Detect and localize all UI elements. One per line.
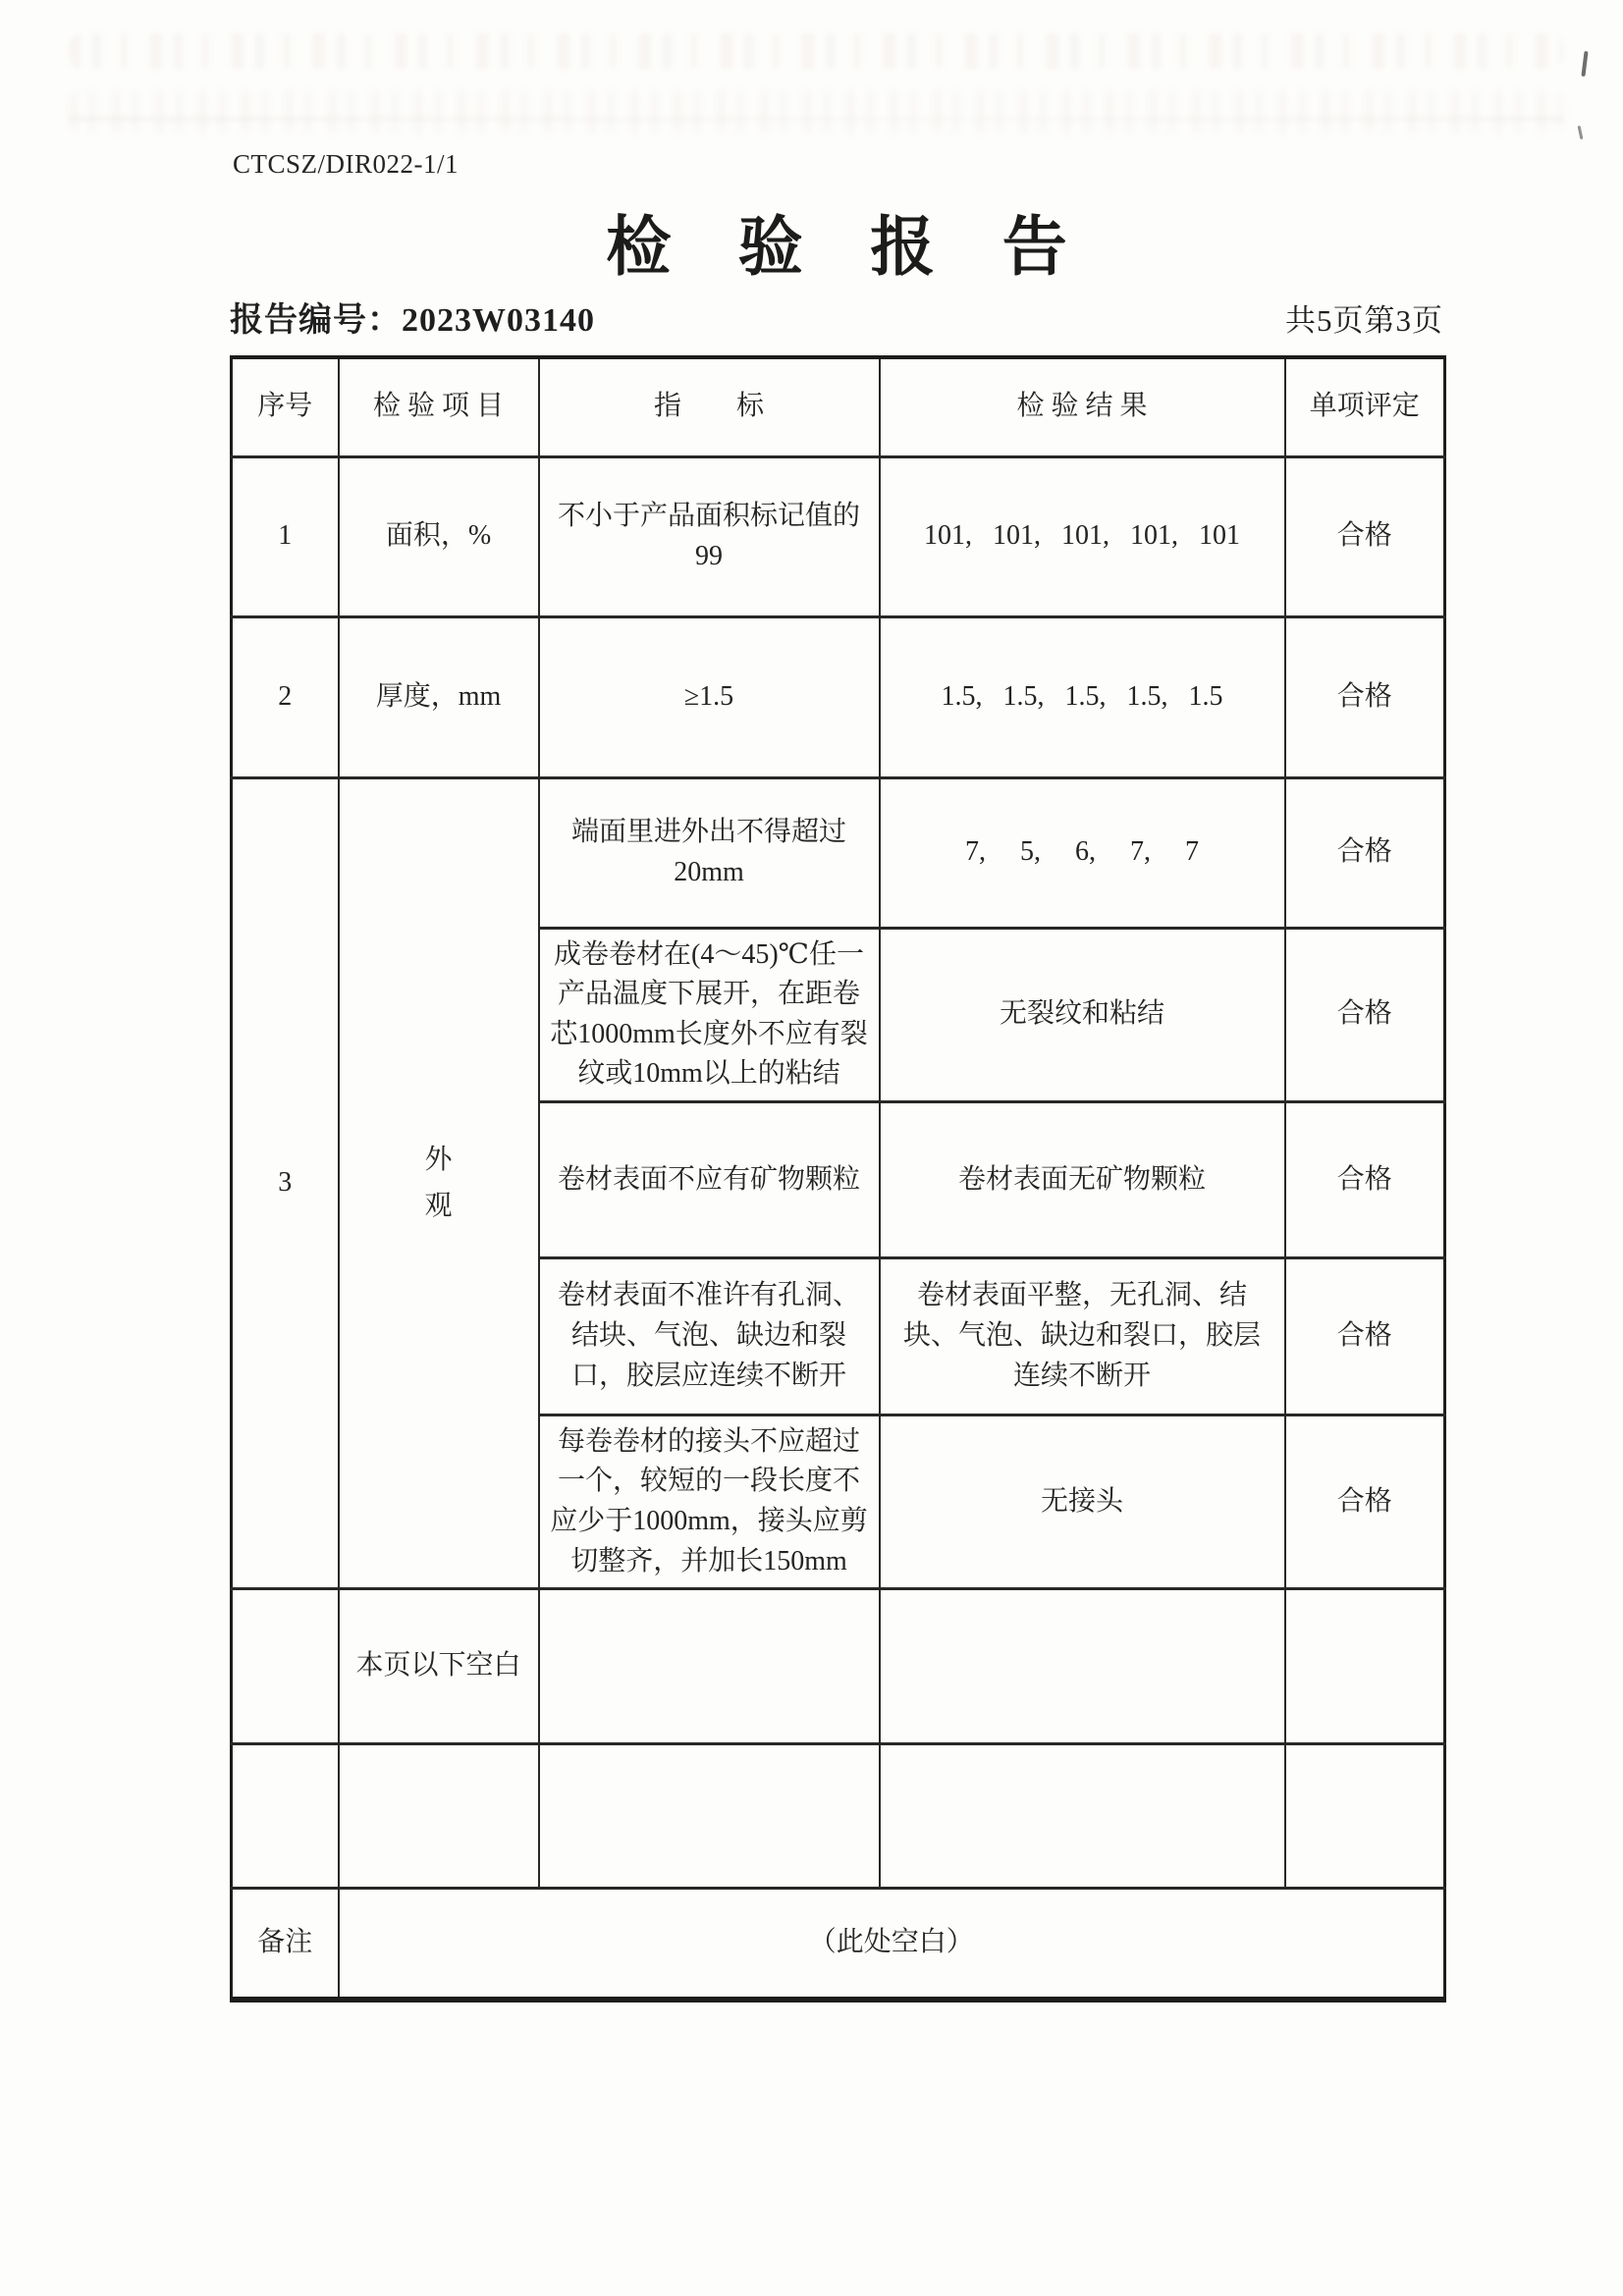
table-row	[232, 616, 1445, 777]
inspection-results-table	[230, 355, 1446, 2002]
row1-verdict: 合格	[1285, 456, 1445, 616]
table-row	[232, 1589, 1445, 1744]
row3-sub4-indicator: 卷材表面不准许有孔洞、结块、气泡、缺边和裂口，胶层应连续不断开	[539, 1257, 880, 1415]
row3-sub1-verdict: 合格	[1285, 777, 1445, 928]
row3-sub3-verdict: 合格	[1285, 1101, 1445, 1257]
row3-sub3-result: 卷材表面无矿物颗粒	[880, 1101, 1285, 1257]
table-row	[232, 777, 1445, 928]
table-header-row	[232, 357, 1445, 456]
row3-sub2-verdict: 合格	[1285, 928, 1445, 1101]
blank-row-result	[880, 1589, 1285, 1744]
row2-item: 厚度，mm	[339, 616, 539, 777]
row1-result: 101, 101, 101, 101, 101	[880, 456, 1285, 616]
empty-row-indicator	[539, 1744, 880, 1889]
scan-bleedthrough-band	[69, 90, 1564, 133]
row3-sub4-result: 卷材表面平整，无孔洞、结块、气泡、缺边和裂口，胶层连续不断开	[880, 1257, 1285, 1415]
remark-value: （此处空白）	[339, 1889, 1445, 2000]
row3-sub3-indicator: 卷材表面不应有矿物颗粒	[539, 1101, 880, 1257]
row3-sub5-indicator: 每卷卷材的接头不应超过一个，较短的一段长度不应少于1000mm，接头应剪切整齐，并加长150mm	[539, 1415, 880, 1588]
table-row	[232, 1744, 1445, 1889]
report-meta-row	[230, 292, 1443, 341]
row3-item-label: 外观	[424, 1144, 453, 1222]
blank-row-no	[232, 1589, 339, 1744]
blank-row-indicator	[539, 1589, 880, 1744]
scan-streak	[69, 116, 1564, 122]
remark-label: 备注	[232, 1889, 339, 2000]
scan-artifact-mark	[1581, 51, 1588, 77]
row3-sub5-result: 无接头	[880, 1415, 1285, 1588]
row3-sub1-indicator: 端面里进外出不得超过20mm	[539, 777, 880, 928]
table-row	[232, 456, 1445, 616]
report-number	[230, 293, 595, 341]
row3-sub4-verdict: 合格	[1285, 1257, 1445, 1415]
scan-artifact-mark	[1578, 126, 1584, 139]
header-indicator: 指 标	[539, 357, 880, 456]
row1-item: 面积，%	[339, 456, 539, 616]
header-verdict: 单项评定	[1285, 357, 1445, 456]
header-item: 检 验 项 目	[339, 357, 539, 456]
row2-verdict: 合格	[1285, 616, 1445, 777]
row3-sub2-indicator: 成卷卷材在(4～45)℃任一产品温度下展开，在距卷芯1000mm长度外不应有裂纹或10mm以上的粘结	[539, 928, 880, 1101]
row3-no: 3	[232, 777, 339, 1589]
remark-row	[232, 1889, 1445, 2000]
document-code: CTCSZ/DIR022-1/1	[233, 149, 460, 179]
row2-no: 2	[232, 616, 339, 777]
empty-row-result	[880, 1744, 1285, 1889]
header-no: 序号	[232, 357, 339, 456]
report-title: 检 验 报 告	[606, 212, 1093, 284]
scan-bleedthrough-band	[69, 33, 1564, 69]
empty-row-item	[339, 1744, 539, 1889]
page-counter: 共5页第3页	[1285, 303, 1443, 338]
blank-row-note: 本页以下空白	[339, 1589, 539, 1744]
row2-indicator: ≥1.5	[539, 616, 880, 777]
row2-result: 1.5, 1.5, 1.5, 1.5, 1.5	[880, 616, 1285, 777]
row3-sub2-result: 无裂纹和粘结	[880, 928, 1285, 1101]
row3-item	[339, 777, 539, 1589]
report-number-label: 报告编号：	[230, 302, 402, 339]
row3-sub5-verdict: 合格	[1285, 1415, 1445, 1588]
blank-row-verdict	[1285, 1589, 1445, 1744]
header-result: 检 验 结 果	[880, 357, 1285, 456]
row3-sub1-result: 7, 5, 6, 7, 7	[880, 777, 1285, 928]
empty-row-verdict	[1285, 1744, 1445, 1889]
empty-row-no	[232, 1744, 339, 1889]
report-number-value: 2023W03140	[402, 302, 595, 339]
row1-no: 1	[232, 456, 339, 616]
row1-indicator: 不小于产品面积标记值的99	[539, 456, 880, 616]
